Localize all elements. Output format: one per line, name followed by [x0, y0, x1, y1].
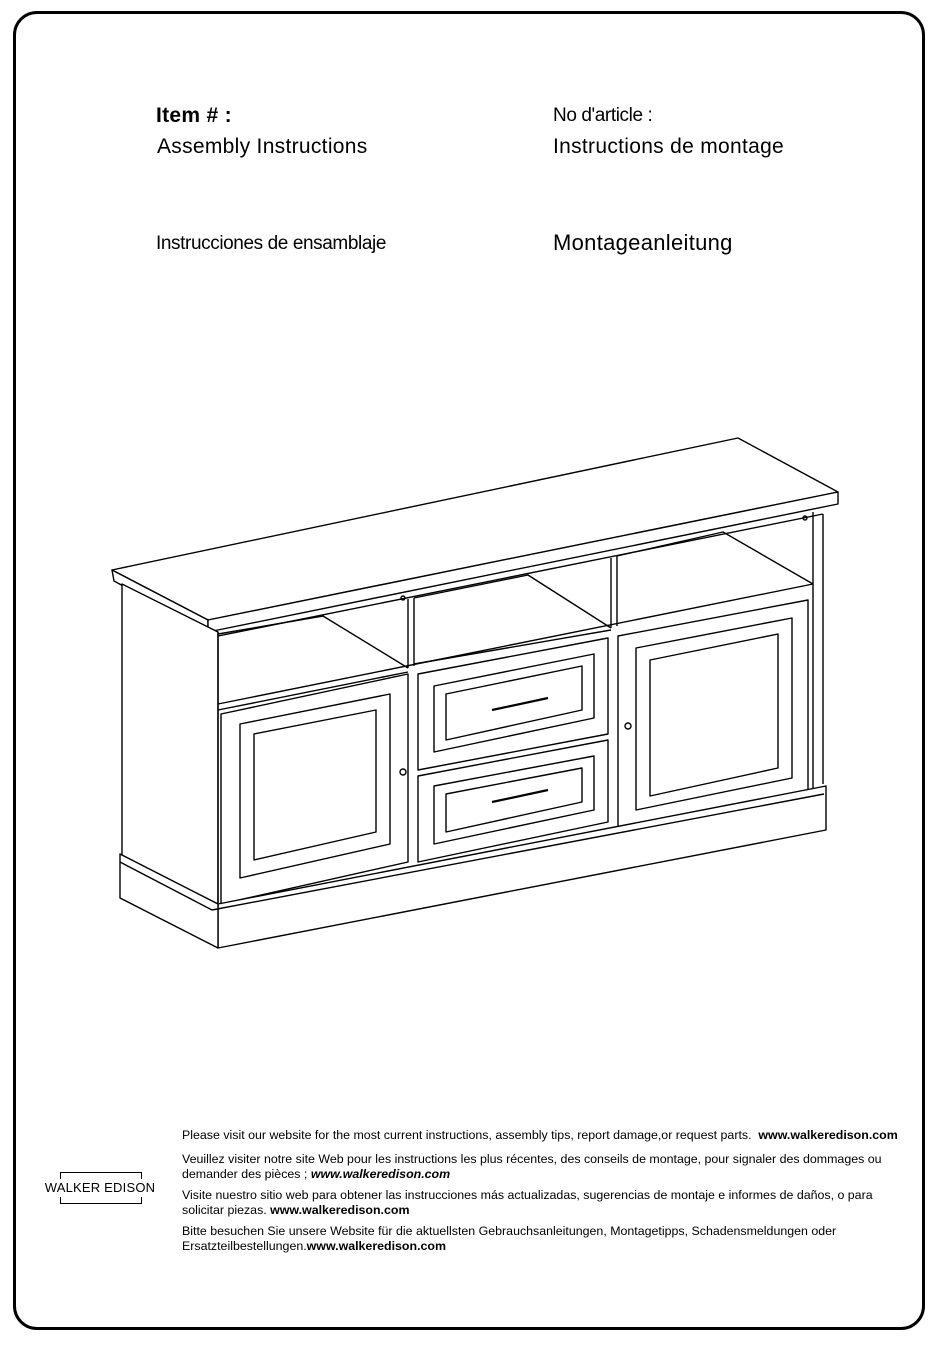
assembly-instructions-title-fr: Instructions de montage	[553, 135, 785, 158]
footer-text-de: Bitte besuchen Sie unsere Website für die aktuellsten Gebrauchsanleitungen, Montagetipps, Schadensmeldungen oder Ersatzteilbestellungen.	[182, 1224, 837, 1253]
tv-stand-cabinet-icon	[108, 434, 844, 950]
footer-text-es: Visite nuestro sitio web para obtener las instrucciones más actualizadas, sugerencias de montaje e informes de daños, o para solicitar piezas.	[182, 1188, 873, 1217]
footer-paragraph-en	[182, 1128, 912, 1143]
website-link-es[interactable]: www.walkeredison.com	[270, 1203, 410, 1217]
walker-edison-logo	[38, 1172, 162, 1206]
website-link-en[interactable]: www.walkeredison.com	[758, 1128, 898, 1142]
footer-text-en: Please visit our website for the most current instructions, assembly tips, report damage,or request parts.	[182, 1128, 752, 1142]
footer-paragraph-fr	[182, 1152, 912, 1182]
logo-bracket-bottom	[60, 1197, 142, 1204]
assembly-instructions-title-es: Instrucciones de ensamblaje	[156, 233, 387, 254]
assembly-instructions-title-de: Montageanleitung	[553, 230, 733, 255]
logo-text: WALKER EDISON	[44, 1180, 156, 1195]
footer-instructions	[182, 1128, 912, 1260]
footer-paragraph-de	[182, 1224, 912, 1254]
logo-bracket-top	[60, 1172, 142, 1179]
item-number-label-fr: No d'article :	[553, 105, 653, 126]
website-link-de[interactable]: www.walkeredison.com	[306, 1239, 446, 1253]
item-number-label: Item # :	[156, 104, 232, 127]
assembly-instructions-title: Assembly Instructions	[157, 135, 368, 158]
website-link-fr[interactable]: www.walkeredison.com	[310, 1167, 451, 1181]
footer-paragraph-es	[182, 1188, 912, 1218]
cabinet-top	[112, 438, 838, 620]
footer-text-fr: Veuillez visiter notre site Web pour les instructions les plus récentes, des conseils de montage, pour signaler des dommages ou demander des pièces ;	[182, 1152, 882, 1181]
cabinet-left-side	[122, 584, 218, 904]
